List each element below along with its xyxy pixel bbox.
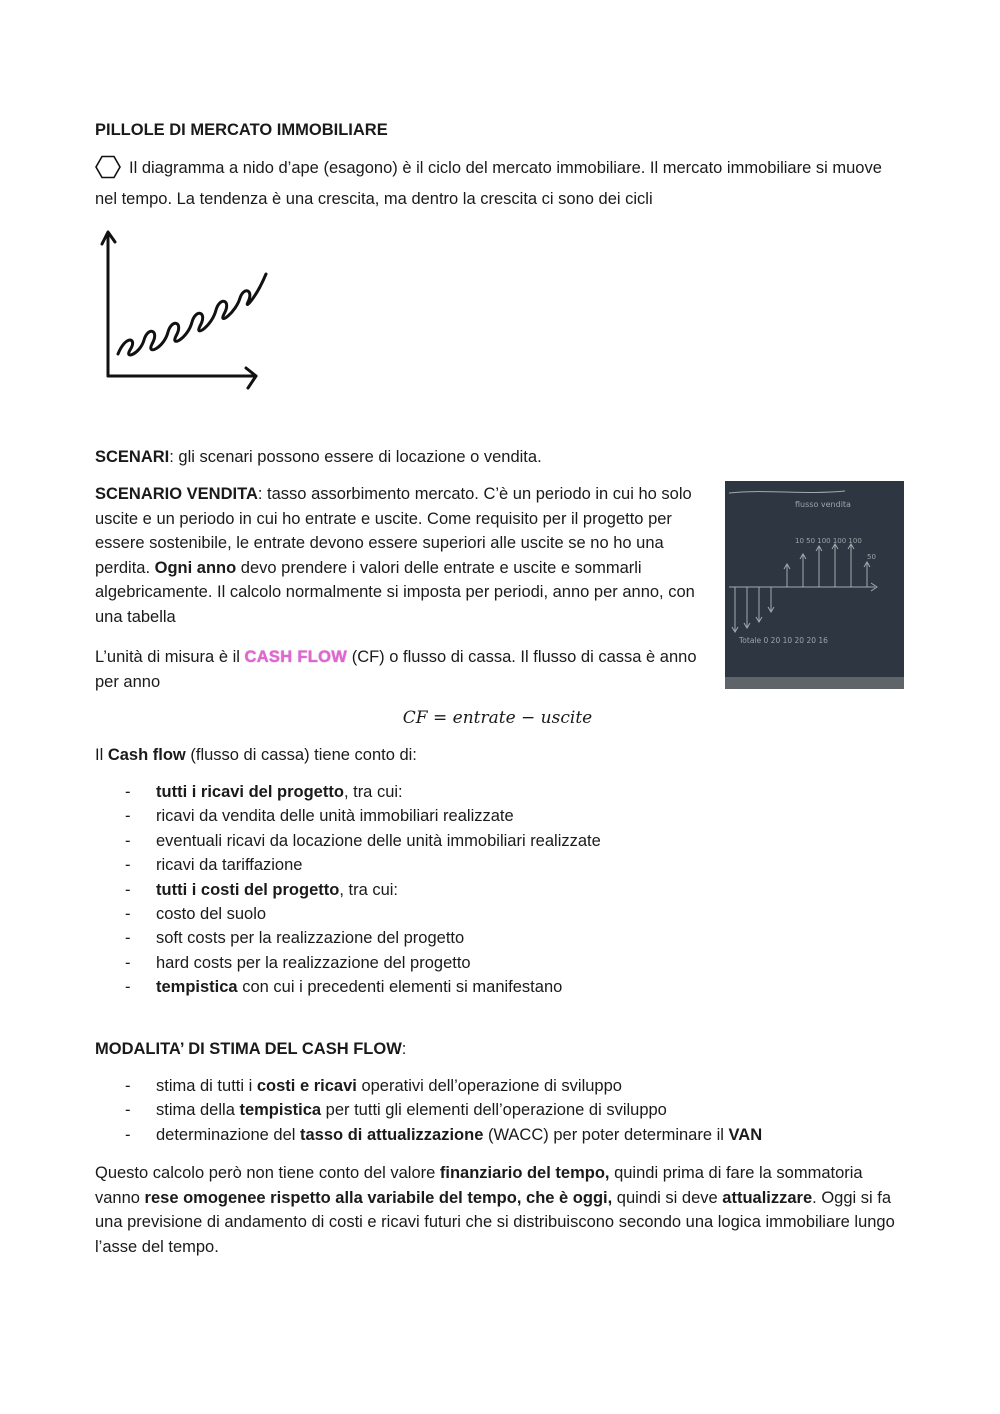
- cash-flow-components-list: [95, 780, 895, 1000]
- cash-flow-unit-paragraph: [95, 645, 715, 694]
- intro-text: Il diagramma a nido d’ape (esagono) è il ciclo del mercato immobiliare. Il mercato immobiliare si muove nel tempo. La tendenza è una crescita, ma dentro la crescita ci sono dei cicli: [95, 159, 882, 208]
- vendita-label: SCENARIO VENDITA: [95, 485, 258, 503]
- list-item: - stima di tutti i costi e ricavi operativi dell’operazione di sviluppo: [95, 1074, 955, 1098]
- vendita-text-1: : tasso assorbimento mercato. C’è un periodo in cui ho solo uscite e un periodo in cui ho entrate e uscite. Come requisito per il progetto per essere sostenibile, le entrate devono essere superiori alle uscite se no ho una perdita.: [95, 485, 692, 577]
- vendita-text-2: devo prendere i valori delle entrate e uscite e sommarli algebricamente. Il calcolo normalmente si imposta per periodi, anno per anno, con una tabella: [95, 558, 695, 626]
- vendita-paragraph: [95, 482, 715, 629]
- blackboard-line-1: flusso vendita: [795, 500, 851, 509]
- intro-paragraph: [95, 155, 895, 211]
- cf-unit-text-2: (CF) o flusso di cassa. Il flusso di cassa è anno per anno: [95, 648, 697, 691]
- list-item: - tempistica con cui i precedenti elementi si manifestano: [95, 975, 895, 999]
- list-item: - determinazione del tasso di attualizzazione (WACC) per poter determinare il VAN: [95, 1123, 955, 1147]
- cash-flow-intro-pre: Il: [95, 746, 108, 764]
- scenari-text: : gli scenari possono essere di locazione o vendita.: [169, 448, 542, 466]
- list-item: - ricavi da tariffazione: [95, 853, 895, 877]
- cash-flow-intro: [95, 743, 417, 768]
- list-item: - tutti i costi del progetto, tra cui:: [95, 878, 895, 902]
- modalita-label: MODALITA’ DI STIMA DEL CASH FLOW: [95, 1040, 402, 1058]
- stima-list: [95, 1074, 955, 1147]
- hexagon-icon: [95, 155, 121, 187]
- list-item: - ricavi da vendita delle unità immobiliari realizzate: [95, 804, 895, 828]
- growth-cycle-sketch: [96, 226, 276, 404]
- list-item: - tutti i ricavi del progetto, tra cui:: [95, 780, 895, 804]
- list-item: - costo del suolo: [95, 902, 895, 926]
- scenari-label: SCENARI: [95, 448, 170, 466]
- cash-flow-formula: CF = entrate − uscite: [402, 708, 593, 728]
- scenari-paragraph: [95, 445, 542, 470]
- cf-unit-text-1: L’unità di misura è il: [95, 648, 245, 666]
- list-item: - stima della tempistica per tutti gli elementi dell’operazione di sviluppo: [95, 1098, 955, 1122]
- blackboard-photo: [725, 481, 904, 689]
- cash-flow-intro-bold: Cash flow: [107, 746, 186, 764]
- blackboard-line-3: 50: [867, 553, 876, 561]
- final-paragraph: Questo calcolo però non tiene conto del valore finanziario del tempo, quindi prima di fare la sommatoria vanno rese omogenee rispetto alla variabile del tempo, che è oggi, quindi si deve attualizzare. Oggi si fa una previsione di andamento di costi e ricavi futuri che si distribuiscono secondo una logica immobiliare lungo l’asse del tempo.: [95, 1164, 895, 1256]
- list-item: - soft costs per la realizzazione del progetto: [95, 926, 895, 950]
- list-item: - eventuali ricavi da locazione delle unità immobiliari realizzate: [95, 829, 895, 853]
- page-title: PILLOLE DI MERCATO IMMOBILIARE: [95, 121, 388, 139]
- cash-flow-intro-post: (flusso di cassa) tiene conto di:: [185, 746, 417, 764]
- modalita-colon: :: [401, 1040, 407, 1058]
- modalita-heading: [95, 1037, 406, 1062]
- blackboard-line-4: Totale 0 20 10 20 20 16: [739, 636, 828, 645]
- vendita-bold: Ogni anno: [154, 558, 237, 577]
- cash-flow-highlight: CASH FLOW: [244, 648, 348, 666]
- blackboard-line-2: 10 50 100 100 100: [795, 537, 862, 545]
- list-item: - hard costs per la realizzazione del progetto: [95, 951, 895, 975]
